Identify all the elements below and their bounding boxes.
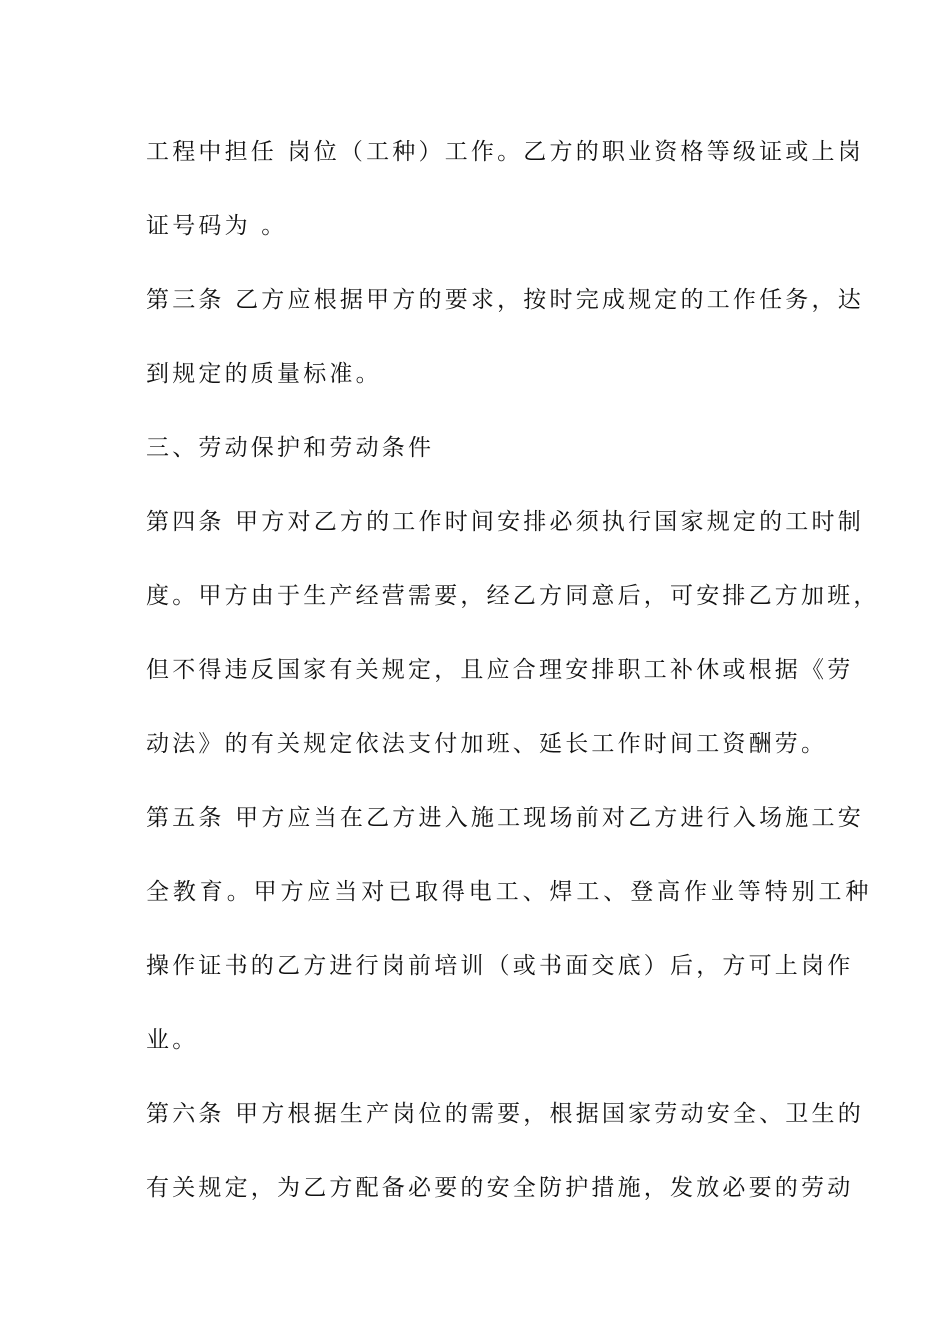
text-line-12: 操作证书的乙方进行岗前培训（或书面交底）后，方可上岗作 xyxy=(146,953,854,979)
text-line-11: 全教育。甲方应当对已取得电工、焊工、登高作业等特别工种 xyxy=(146,879,873,905)
text-line-13: 业。 xyxy=(146,1027,199,1053)
text-line-14: 第六条 甲方根据生产岗位的需要，根据国家劳动安全、卫生的 xyxy=(146,1101,864,1127)
text-line-1: 工程中担任 岗位（工种）工作。乙方的职业资格等级证或上岗 xyxy=(146,139,864,165)
text-line-7: 度。甲方由于生产经营需要，经乙方同意后，可安排乙方加班， xyxy=(146,583,880,609)
text-line-9: 动法》的有关规定依法支付加班、延长工作时间工资酬劳。 xyxy=(146,731,828,757)
text-line-4: 到规定的质量标准。 xyxy=(146,361,382,387)
text-line-10: 第五条 甲方应当在乙方进入施工现场前对乙方进行入场施工安 xyxy=(146,805,864,831)
text-line-3: 第三条 乙方应根据甲方的要求，按时完成规定的工作任务，达 xyxy=(146,287,864,313)
text-line-15: 有关规定，为乙方配备必要的安全防护措施，发放必要的劳动 xyxy=(146,1175,854,1201)
text-line-6: 第四条 甲方对乙方的工作时间安排必须执行国家规定的工时制 xyxy=(146,509,864,535)
text-line-2: 证号码为 。 xyxy=(146,213,288,239)
text-line-8: 但不得违反国家有关规定，且应合理安排职工补休或根据《劳 xyxy=(146,657,854,683)
section-heading: 三、劳动保护和劳动条件 xyxy=(146,435,435,461)
